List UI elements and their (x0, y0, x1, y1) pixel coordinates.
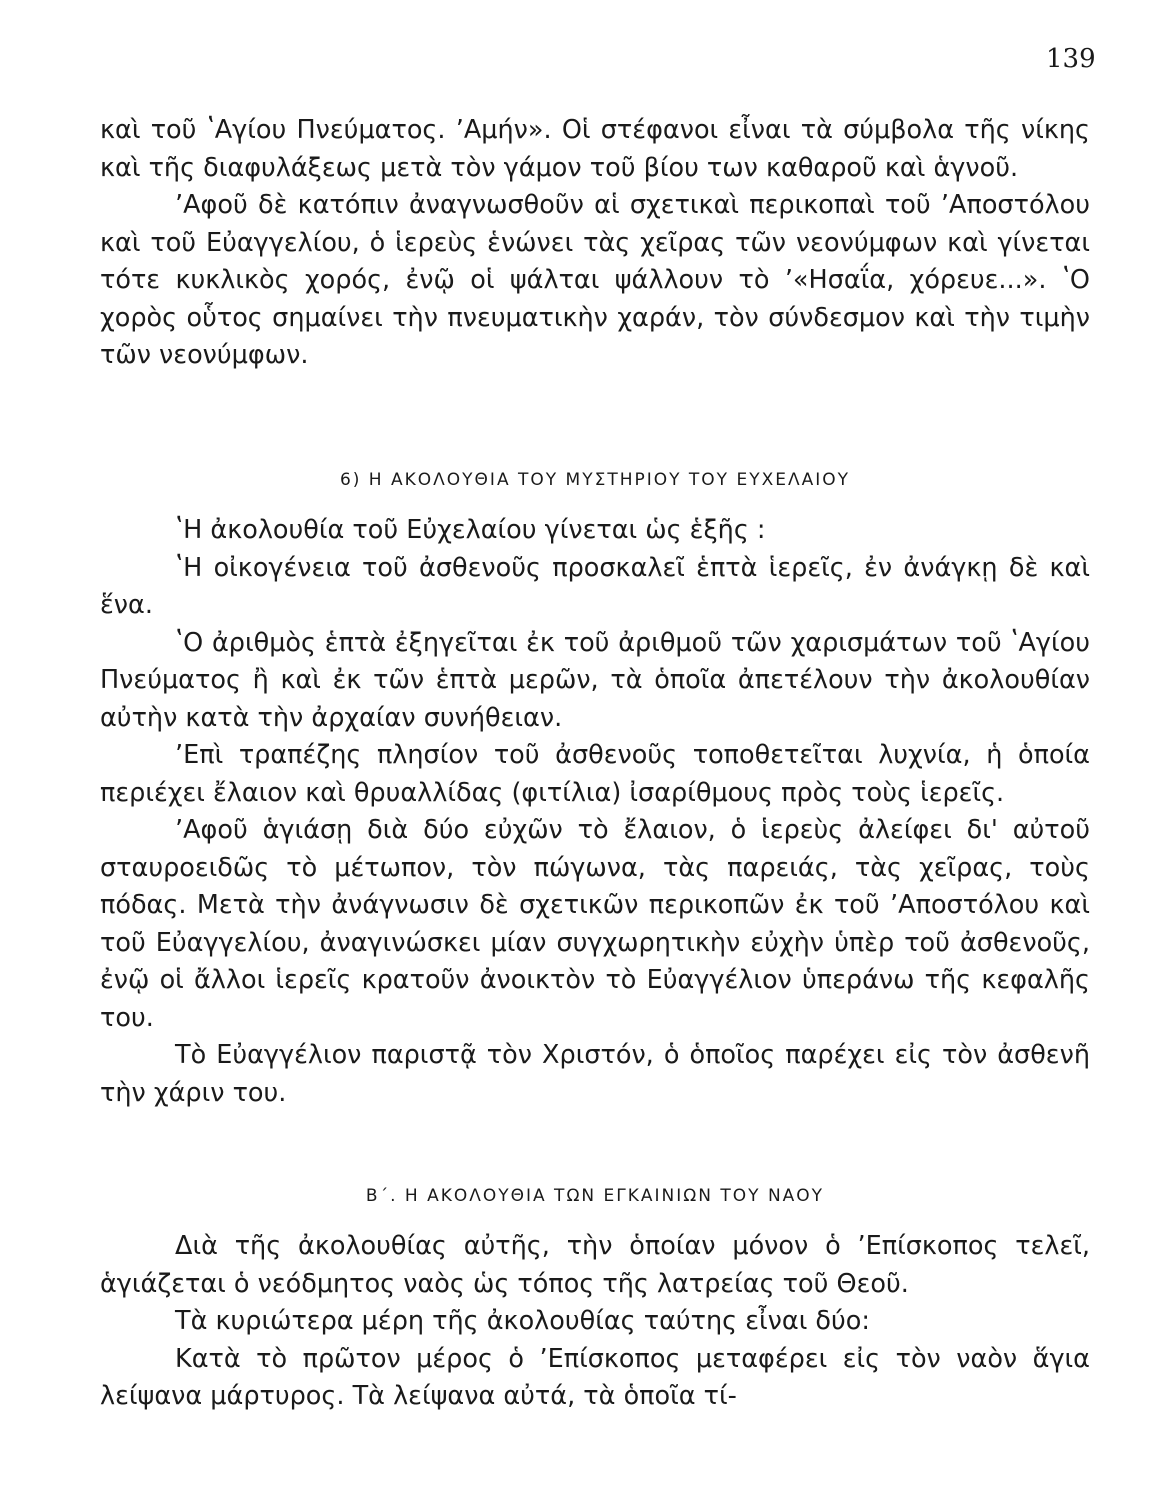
paragraph: Τὸ Εὐαγγέλιον παριστᾷ τὸν Χριστόν, ὁ ὁποῖος παρέχει εἰς τὸν ἀσθενῆ τὴν χάριν του. (100, 1040, 1090, 1108)
paragraph: ʼΑφοῦ δὲ κατόπιν ἀναγνωσθοῦν αἱ σχετικαὶ περικοπαὶ τοῦ ʼΑποστόλου καὶ τοῦ Εὐαγγελίου, ὁ ἱερεὺς ἑνώνει τὰς χεῖρας τῶν νεονύμφων καὶ γίνεται τότε κυκλικὸς χορός, ἐνῷ οἱ ψάλται ψάλλουν τὸ ʼ«Ησαΐα, χόρευε...». ʽΟ χορὸς οὗτος σημαίνει τὴν πνευματικὴν χαράν, τὸν σύνδεσμον καὶ τὴν τιμὴν τῶν νεονύμφων. (100, 190, 1090, 370)
body-text-section-3 (100, 1228, 1090, 1416)
paragraph: ʼΑφοῦ ἁγιάσῃ διὰ δύο εὐχῶν τὸ ἔλαιον, ὁ ἱερεὺς ἀλείφει δι' αὐτοῦ σταυροειδῶς τὸ μέτωπον, τὸν πώγωνα, τὰς παρειάς, τὰς χεῖρας, τοὺς πόδας. Μετὰ τὴν ἀνάγνωσιν δὲ σχετικῶν περικοπῶν ἐκ τοῦ ʼΑποστόλου καὶ τοῦ Εὐαγγελίου, ἀναγινώσκει μίαν συγχωρητικὴν εὐχὴν ὑπὲρ τοῦ ἀσθενοῦς, ἐνῷ οἱ ἄλλοι ἱερεῖς κρατοῦν ἀνοικτὸν τὸ Εὐαγγέλιον ὑπεράνω τῆς κεφαλῆς του. (100, 815, 1090, 1033)
paragraph: Τὰ κυριώτερα μέρη τῆς ἀκολουθίας ταύτης εἶναι δύο: (175, 1306, 870, 1336)
section-heading-euchelaion: 6) Η ΑΚΟΛΟΥΘΙΑ ΤΟΥ ΜΥΣΤΗΡΙΟΥ ΤΟΥ ΕΥΧΕΛΑΙΟΥ (339, 470, 851, 490)
paragraph: ʽΗ ἀκολουθία τοῦ Εὐχελαίου γίνεται ὡς ἑξῆς : (175, 515, 766, 545)
body-text-section-1 (100, 112, 1090, 375)
paragraph: Διὰ τῆς ἀκολουθίας αὐτῆς, τὴν ὁποίαν μόνον ὁ ʼΕπίσκοπος τελεῖ, ἁγιάζεται ὁ νεόδμητος ναὸς ὡς τόπος τῆς λατρείας τοῦ Θεοῦ. (100, 1231, 1090, 1299)
paragraph: ʽΗ οἰκογένεια τοῦ ἀσθενοῦς προσκαλεῖ ἑπτὰ ἱερεῖς, ἐν ἀνάγκῃ δὲ καὶ ἕνα. (100, 552, 1090, 620)
section-heading-consecration: Β΄. Η ΑΚΟΛΟΥΘΙΑ ΤΩΝ ΕΓΚΑΙΝΙΩΝ ΤΟΥ ΝΑΟΥ (365, 1186, 825, 1206)
paragraph: Κατὰ τὸ πρῶτον μέρος ὁ ʼΕπίσκοπος μεταφέρει εἰς τὸν ναὸν ἅγια λείψανα μάρτυρος. Τὰ λείψανα αὐτά, τὰ ὁποῖα τί- (100, 1343, 1090, 1411)
paragraph: ʽΟ ἀριθμὸς ἑπτὰ ἐξηγεῖται ἐκ τοῦ ἀριθμοῦ τῶν χαρισμάτων τοῦ ʽΑγίου Πνεύματος ἢ καὶ ἐκ τῶν ἑπτὰ μερῶν, τὰ ὁποῖα ἀπετέλουν τὴν ἀκολουθίαν αὐτὴν κατὰ τὴν ἀρχαίαν συνήθειαν. (100, 627, 1090, 733)
page-number: 139 (1046, 44, 1096, 74)
paragraph: ʼΕπὶ τραπέζης πλησίον τοῦ ἀσθενοῦς τοποθετεῖται λυχνία, ἡ ὁποία περιέχει ἔλαιον καὶ θρυαλλίδας (φιτίλια) ἰσαρίθμους πρὸς τοὺς ἱερεῖς. (100, 740, 1090, 808)
body-text-section-2 (100, 512, 1090, 1112)
paragraph: καὶ τοῦ ʽΑγίου Πνεύματος. ʼΑμήν». Οἱ στέφανοι εἶναι τὰ σύμβολα τῆς νίκης καὶ τῆς διαφυλάξεως μετὰ τὸν γάμον τοῦ βίου των καθαροῦ καὶ ἁγνοῦ. (100, 115, 1090, 183)
